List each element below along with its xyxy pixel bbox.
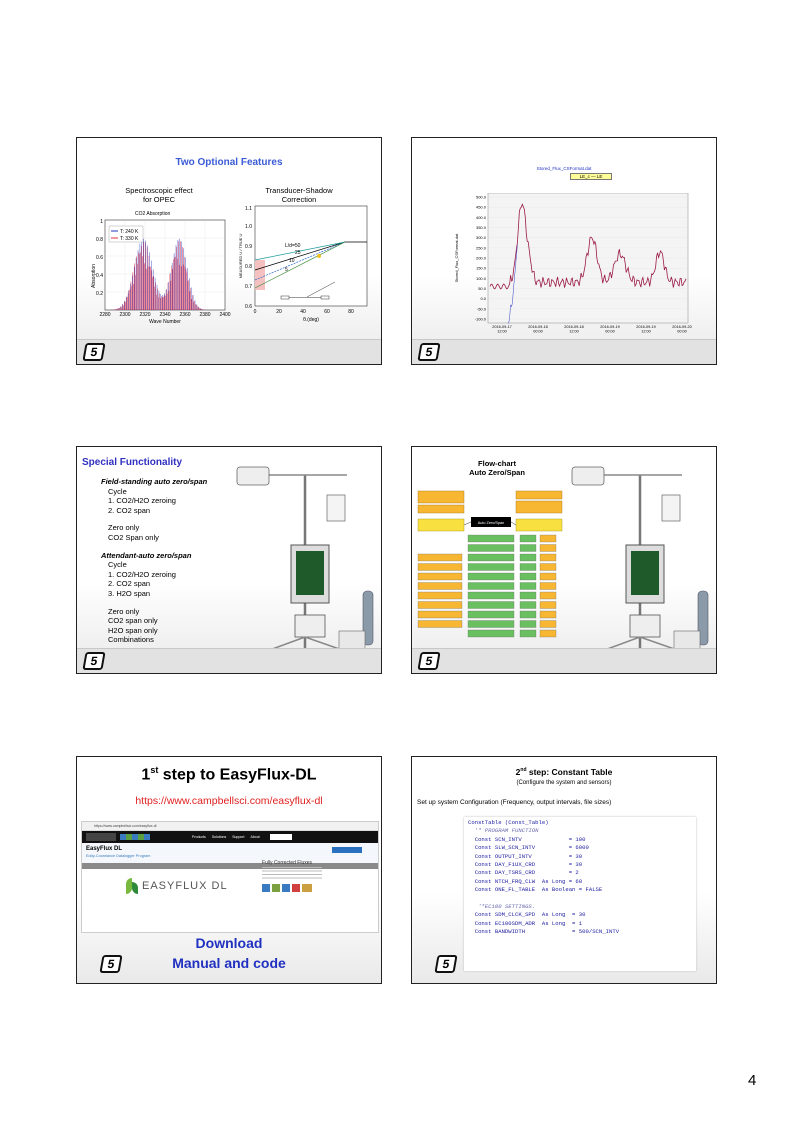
flowchart-box <box>540 545 556 552</box>
flowchart-box <box>468 602 514 609</box>
functionality-item: 1. CO2/H2O zeroing <box>108 569 176 579</box>
slide-title <box>412 767 716 777</box>
le-xtick: 00:00 <box>533 329 543 334</box>
shadow-xtick: 80 <box>348 309 354 315</box>
spec-legend-330: T: 330 K <box>120 236 139 242</box>
code-line <box>468 895 692 903</box>
site-nav-item[interactable]: About <box>250 835 260 839</box>
flowchart-box <box>540 564 556 571</box>
flowchart-box <box>520 564 536 571</box>
shadow-xtick: 0 <box>253 309 257 315</box>
slide-footer-logo: 5 <box>99 955 122 973</box>
shadow-xtick: 60 <box>324 309 330 315</box>
code-line: '* PROGRAM FUNCTION <box>468 827 539 835</box>
le-ytick: 450.0 <box>475 204 486 210</box>
le-ytick: 300.0 <box>475 235 486 241</box>
shadow-curve-label: 5 <box>285 267 288 273</box>
functionality-item: CO2 span only <box>108 616 158 626</box>
browser-screenshot <box>81 821 379 933</box>
flowchart-box <box>540 621 556 628</box>
le-ytick: 250.0 <box>475 245 486 251</box>
le-xtick: 12:00 <box>497 329 507 334</box>
le-ylabel: Stored_Flux_CSFormat.dat <box>454 233 459 283</box>
slide-footer-logo: 5 <box>434 955 457 973</box>
flowchart-box <box>540 573 556 580</box>
color-bars-icon <box>120 834 150 840</box>
functionality-item: Field-standing auto zero/span <box>101 477 208 486</box>
flowchart-box <box>418 592 462 599</box>
easyflux-brand: EASYFLUX DL <box>142 880 228 892</box>
code-line: Const BANDWIDTH = 500/SCN_INTV <box>468 928 620 936</box>
slide-footer <box>77 339 381 364</box>
site-nav-bar <box>82 831 378 843</box>
flowchart-box <box>468 583 514 590</box>
campbell-logo-icon: 5 <box>82 652 105 670</box>
flowchart-box <box>540 611 556 618</box>
left-heading: Spectroscopic effect for OPEC <box>125 186 193 204</box>
title-rest: step: Constant Table <box>526 767 613 777</box>
spec-xtick: 2340 <box>159 312 171 318</box>
spec-plot-title: CO2 Absorption <box>135 211 171 217</box>
chart-legend: LE_c — LE <box>570 173 612 180</box>
functionality-item: Zero only <box>108 606 140 616</box>
shadow-xtick: 40 <box>300 309 306 315</box>
const-table-code <box>464 817 696 971</box>
slide-description: Set up system Configuration (Frequency, output intervals, file sizes) <box>417 799 612 806</box>
shadow-ytick: 0.8 <box>245 264 252 270</box>
le-xtick: 12:00 <box>641 329 651 334</box>
slide-le-chart <box>411 137 717 365</box>
flowchart-box <box>468 630 514 637</box>
shadow-xlabel: θ.(deg) <box>303 317 319 323</box>
flowchart-diagram <box>416 483 576 643</box>
spec-ytick: 0.8 <box>96 237 103 243</box>
spec-xtick: 2300 <box>119 312 131 318</box>
shadow-curve-label: 25 <box>295 250 301 256</box>
download-text <box>77 933 381 973</box>
product-header <box>82 843 378 863</box>
functionality-item: 3. H2O span <box>108 588 151 598</box>
title-sup: st <box>150 765 159 775</box>
slide-flowchart <box>411 446 717 674</box>
shadow-ytick: 0.9 <box>245 244 252 250</box>
add-to-quote-button[interactable] <box>332 847 362 853</box>
spec-xtick: 2280 <box>99 312 111 318</box>
flowchart-box <box>418 621 462 628</box>
shadow-ytick: 1.0 <box>245 224 252 230</box>
functionality-item: Attendant-auto zero/span <box>101 550 192 560</box>
spec-ytick: 0.2 <box>96 291 103 297</box>
flowchart-box <box>520 545 536 552</box>
right-heading: Transducer-Shadow Correction <box>265 186 333 204</box>
le-ytick: 100.0 <box>475 275 486 281</box>
spec-xtick: 2320 <box>139 312 151 318</box>
le-ytick: 400.0 <box>475 214 486 220</box>
ec-tower-illustration <box>227 461 381 651</box>
flowchart-box <box>418 554 462 561</box>
flowchart-center-box: Auto Zero/Span <box>477 521 505 525</box>
code-line: Const ONE_FL_TABLE As Boolean = FALSE <box>468 886 603 894</box>
spec-ytick: 0.6 <box>96 255 103 261</box>
code-line: ConstTable (Const_Table) <box>468 819 549 826</box>
le-ytick: 0.0 <box>480 296 486 302</box>
title-main: 2 <box>515 767 521 777</box>
spec-ytick: 0.4 <box>96 273 103 279</box>
spec-legend-240: T: 240 K <box>120 229 139 235</box>
functionality-item: CO2 Span only <box>108 532 159 542</box>
le-ytick: 500.0 <box>475 194 486 200</box>
le-xtick: 12:00 <box>569 329 579 334</box>
shadow-curve-label: L/d=50 <box>285 243 301 249</box>
le-xtick: 2016-09-17 <box>492 325 512 329</box>
flowchart-box <box>468 592 514 599</box>
transducer-shadow-plot <box>237 200 375 326</box>
product-name: EasyFlux DL <box>86 846 123 852</box>
flowchart-box <box>418 611 462 618</box>
le-ytick: -50.0 <box>476 306 486 312</box>
code-line: Const SCN_INTV = 100 <box>468 835 586 843</box>
functionality-item: H2O span only <box>108 625 158 635</box>
flowchart-box <box>418 564 462 571</box>
promo-title: Fully Corrected Fluxes <box>262 860 313 866</box>
shadow-ytick: 0.7 <box>245 284 252 290</box>
slide-two-optional-features <box>76 137 382 365</box>
flowchart-box <box>540 602 556 609</box>
flowchart-box <box>540 583 556 590</box>
promo-text-lines <box>262 867 322 881</box>
slide-subtitle: (Configure the system and sensors) <box>516 780 612 786</box>
campbell-logo-icon: 5 <box>82 343 105 361</box>
flowchart-box <box>520 602 536 609</box>
flowchart-box <box>540 535 556 542</box>
code-line: Const OUTPUT_INTV = 30 <box>468 852 583 860</box>
code-line: Const SDM_CLCK_SPD As Long = 30 <box>468 911 586 919</box>
spec-xtick: 2360 <box>179 312 191 318</box>
flowchart-box <box>520 621 536 628</box>
spec-xtick: 2400 <box>219 312 231 318</box>
code-line: Const DAY_F1UX_CRD = 30 <box>468 861 583 869</box>
title-rest: step to EasyFlux-DL <box>158 766 317 784</box>
flowchart-box <box>540 630 556 637</box>
browser-address-bar: https://www.campbellsci.com/easyflux-dl <box>82 822 378 831</box>
flowchart-box <box>520 535 536 542</box>
flowchart-box <box>418 573 462 580</box>
code-line: Const EC100SDM_ADR As Long = 1 <box>468 919 583 927</box>
functionality-item: 2. CO2 span <box>108 505 151 515</box>
flowchart-box <box>520 573 536 580</box>
flowchart-box <box>468 535 514 542</box>
slide-title: Two Optional Features <box>175 157 283 168</box>
flowchart-box <box>540 592 556 599</box>
flowchart-box <box>468 611 514 618</box>
flowchart-box <box>540 554 556 561</box>
spec-xtick: 2380 <box>199 312 211 318</box>
flowchart-box <box>468 545 514 552</box>
flowchart-box <box>468 554 514 561</box>
flowchart-box <box>520 630 536 637</box>
download-line2: Manual and code <box>172 955 286 971</box>
shadow-xtick: 20 <box>276 309 282 315</box>
breadcrumb-bar <box>82 863 378 869</box>
campbell-site-logo <box>86 833 116 841</box>
slide-first-step <box>76 756 382 984</box>
le-xtick: 2016-09-18 <box>564 325 584 329</box>
easyflux-leaf-icon <box>126 878 138 894</box>
slide-footer <box>412 648 716 673</box>
code-line: '*EC100 SETTINGS. <box>468 903 536 911</box>
le-xtick: 2016-09-18 <box>528 325 548 329</box>
functionality-item: 1. CO2/H2O zeroing <box>108 496 176 506</box>
flowchart-box <box>520 611 536 618</box>
flowchart-box <box>418 583 462 590</box>
le-ytick: 150.0 <box>475 265 486 271</box>
le-xtick: 2016-09-19 <box>636 325 656 329</box>
flowchart-box <box>520 583 536 590</box>
campbell-logo-icon: 5 <box>417 652 440 670</box>
spec-xlabel: Wave Number <box>149 319 181 325</box>
functionality-item: Cycle <box>108 486 127 496</box>
le-ytick: 350.0 <box>475 225 486 230</box>
slide-title: Special Functionality <box>82 457 183 468</box>
le-xtick: 2016-09-20 <box>672 325 692 329</box>
spec-ylabel: Absorption <box>91 264 97 288</box>
ec-tower-illustration <box>562 461 716 651</box>
campbell-logo-icon: 5 <box>417 343 440 361</box>
flowchart-box <box>520 592 536 599</box>
site-nav-item[interactable]: Support <box>232 835 245 839</box>
le-ytick: 200.0 <box>475 255 486 261</box>
flowchart-box <box>520 554 536 561</box>
slide-title: Flow-chart Auto Zero/Span <box>469 459 525 477</box>
flowchart-box <box>468 573 514 580</box>
easyflux-url-link[interactable]: https://www.campbellsci.com/easyflux-dl <box>135 795 323 807</box>
slide-second-step <box>411 756 717 984</box>
site-nav-item[interactable]: Products <box>192 835 206 839</box>
slide-footer <box>412 339 716 364</box>
code-line: Const DAY_TSRS_CRD = 2 <box>468 869 579 877</box>
product-subtitle: Eddy-Covariance Datalogger Program <box>86 854 151 858</box>
functionality-item: Combinations <box>108 635 154 645</box>
le-ytick: -100.0 <box>474 316 486 322</box>
site-nav-items <box>192 831 260 843</box>
shadow-ytick: 1.1 <box>245 206 252 212</box>
shadow-ytick: 0.6 <box>245 304 252 310</box>
code-line: Const SLW_SCN_INTV = 6000 <box>468 844 589 852</box>
flowchart-box <box>418 602 462 609</box>
le-xtick: 00:00 <box>605 329 615 334</box>
chart-title: Stored_Flux_CSFormat.dat <box>536 166 592 171</box>
le-xtick: 00:00 <box>677 329 687 334</box>
page-number: 4 <box>748 1072 757 1089</box>
le-xtick: 2016-09-19 <box>600 325 620 329</box>
flowchart-box <box>468 621 514 628</box>
shadow-curve-label: 10 <box>289 258 295 264</box>
code-line: Const NTCH_FRQ_CLW As Long = 60 <box>468 877 583 885</box>
functionality-item: Cycle <box>108 560 127 570</box>
site-search-box[interactable] <box>270 834 292 840</box>
site-nav-item[interactable]: Solutions <box>211 835 227 839</box>
slide-title <box>77 765 381 784</box>
slide-footer <box>77 648 381 673</box>
title-main: 1 <box>141 766 151 784</box>
le-timeseries-chart <box>452 193 692 338</box>
shadow-ylabel: MEASURED U / TRUE U <box>238 233 243 279</box>
functionality-item: Zero only <box>108 523 140 533</box>
promo-icons <box>262 884 312 892</box>
download-line1: Download <box>195 935 263 951</box>
spec-ytick: 1 <box>100 219 103 225</box>
flowchart-box <box>468 564 514 571</box>
code-lines <box>468 819 692 937</box>
title-sup: nd <box>520 767 527 774</box>
functionality-item: 2. CO2 span <box>108 579 151 589</box>
slide-special-functionality <box>76 446 382 674</box>
spectroscopic-plot <box>91 218 231 326</box>
le-ytick: 50.0 <box>478 286 486 291</box>
